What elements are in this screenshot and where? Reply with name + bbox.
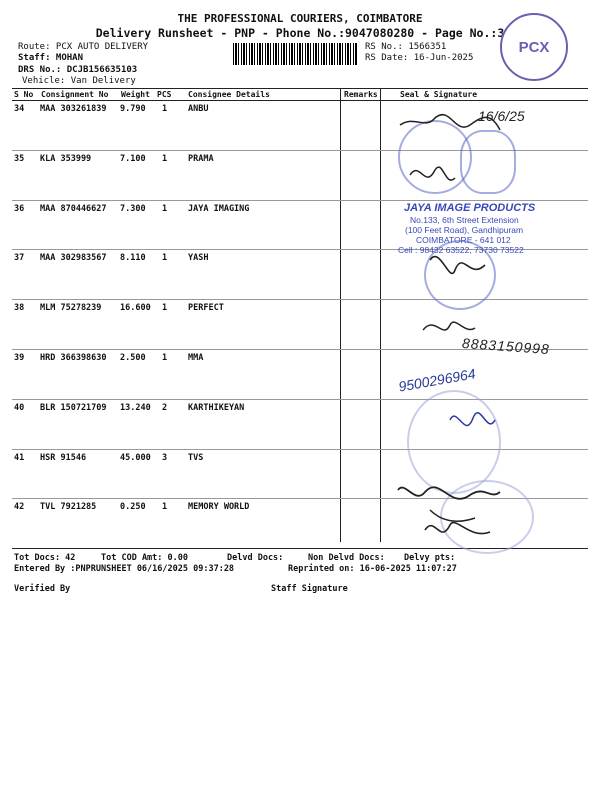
cell-consignment: TVL 7921285 xyxy=(40,502,97,513)
route-label: Route: PCX AUTO DELIVERY xyxy=(18,42,149,52)
staff-label: Staff: MOHAN xyxy=(18,53,84,63)
cell-consignment: BLR 150721709 xyxy=(40,402,107,413)
cell-weight: 16.600 xyxy=(120,303,151,314)
cell-sno: 38 xyxy=(14,303,25,314)
non-delivered-docs: Non Delvd Docs: xyxy=(308,553,385,563)
cell-consignment: MAA 303261839 xyxy=(40,104,107,114)
cell-pcs: 1 xyxy=(162,353,168,363)
jaya-stamp-addr4: Cell : 98432 63522, 73730 73522 xyxy=(398,245,524,255)
delivery-points: Delvy pts: xyxy=(404,553,456,563)
entered-by: Entered By :PNPRUNSHEET 06/16/2025 09:37:28 xyxy=(14,564,235,574)
col-remarks: Remarks xyxy=(344,90,378,99)
jaya-stamp-addr2: (100 Feet Road), Gandhipuram xyxy=(405,225,524,235)
cell-sno: 36 xyxy=(14,203,25,214)
col-sno: S No xyxy=(14,90,34,99)
cell-weight: 7.100 xyxy=(120,153,146,164)
cell-sno: 34 xyxy=(14,104,25,114)
cell-consignee: PRAMA xyxy=(188,153,214,164)
cell-consignment: MLM 75278239 xyxy=(40,303,102,314)
cell-consignment: HRD 366398630 xyxy=(40,353,107,363)
cell-sno: 42 xyxy=(14,502,25,513)
vehicle-label: Vehicle: Van Delivery xyxy=(22,76,136,86)
cell-consignment: MAA 870446627 xyxy=(40,203,107,214)
pcx-stamp: PCX xyxy=(500,13,568,81)
verified-by-label: Verified By xyxy=(14,584,71,594)
remarks-right-border xyxy=(380,88,381,542)
handwritten-signatures xyxy=(395,100,595,560)
cell-sno: 35 xyxy=(14,153,25,164)
row39-handwritten-phone: 9500296964 xyxy=(397,365,477,395)
delivered-docs: Delvd Docs: xyxy=(227,553,284,563)
cell-consignee: MMA xyxy=(188,353,204,363)
jaya-stamp-name: JAYA IMAGE PRODUCTS xyxy=(404,202,536,214)
cell-weight: 13.240 xyxy=(120,402,151,413)
cell-consignee: PERFECT xyxy=(188,303,224,314)
cell-weight: 0.250 xyxy=(120,502,146,513)
cell-pcs: 1 xyxy=(162,502,168,513)
cell-pcs: 1 xyxy=(162,104,168,114)
cell-consignment: MAA 302983567 xyxy=(40,253,107,264)
cell-pcs: 3 xyxy=(162,452,168,463)
cell-sno: 41 xyxy=(14,452,25,463)
cell-pcs: 1 xyxy=(162,253,168,264)
row34-handwritten-date: 16/6/25 xyxy=(478,108,525,124)
cell-pcs: 1 xyxy=(162,153,168,164)
cell-weight: 45.000 xyxy=(120,452,151,463)
cell-consignee: YASH xyxy=(188,253,209,264)
cell-consignee: ANBU xyxy=(188,104,209,114)
col-consignee: Consignee Details xyxy=(188,90,270,99)
rs-date: RS Date: 16-Jun-2025 xyxy=(365,53,474,63)
jaya-stamp-addr1: No.133, 6th Street Extension xyxy=(410,215,519,225)
cell-pcs: 1 xyxy=(162,203,168,214)
cell-weight: 2.500 xyxy=(120,353,146,363)
cell-consignee: TVS xyxy=(188,452,204,463)
staff-signature-label: Staff Signature xyxy=(271,584,348,594)
remarks-left-border xyxy=(340,88,341,542)
cell-consignee: MEMORY WORLD xyxy=(188,502,250,513)
cell-weight: 9.790 xyxy=(120,104,146,114)
drs-number: DRS No.: DCJB156635103 xyxy=(18,65,138,75)
barcode xyxy=(233,43,357,65)
cell-consignment: HSR 91546 xyxy=(40,452,87,463)
col-pcs: PCS xyxy=(157,90,172,99)
jaya-stamp-addr3: COIMBATORE - 641 012 xyxy=(416,235,511,245)
table-top-border xyxy=(12,88,588,89)
runsheet-subtitle: Delivery Runsheet - PNP - Phone No.:9047080280 - Page No.:3 xyxy=(95,26,505,40)
total-cod-amount: Tot COD Amt: 0.00 xyxy=(101,553,188,563)
cell-sno: 40 xyxy=(14,402,25,413)
cell-pcs: 2 xyxy=(162,402,168,413)
reprinted-on: Reprinted on: 16-06-2025 11:07:27 xyxy=(288,564,457,574)
cell-weight: 8.110 xyxy=(120,253,146,264)
cell-pcs: 1 xyxy=(162,303,168,314)
cell-sno: 39 xyxy=(14,353,25,363)
cell-consignee: JAYA IMAGING xyxy=(188,203,250,214)
cell-consignee: KARTHIKEYAN xyxy=(188,402,245,413)
total-docs: Tot Docs: 42 xyxy=(14,553,76,563)
cell-weight: 7.300 xyxy=(120,203,146,214)
col-consignment: Consignment No xyxy=(41,90,109,99)
cell-consignment: KLA 353999 xyxy=(40,153,92,164)
company-title: THE PROFESSIONAL COURIERS, COIMBATORE xyxy=(177,12,423,25)
col-weight: Weight xyxy=(121,90,150,99)
col-seal: Seal & Signature xyxy=(400,90,478,99)
rs-number: RS No.: 1566351 xyxy=(365,42,447,52)
cell-sno: 37 xyxy=(14,253,25,264)
row38-handwritten-phone: 8883150998 xyxy=(461,334,551,358)
